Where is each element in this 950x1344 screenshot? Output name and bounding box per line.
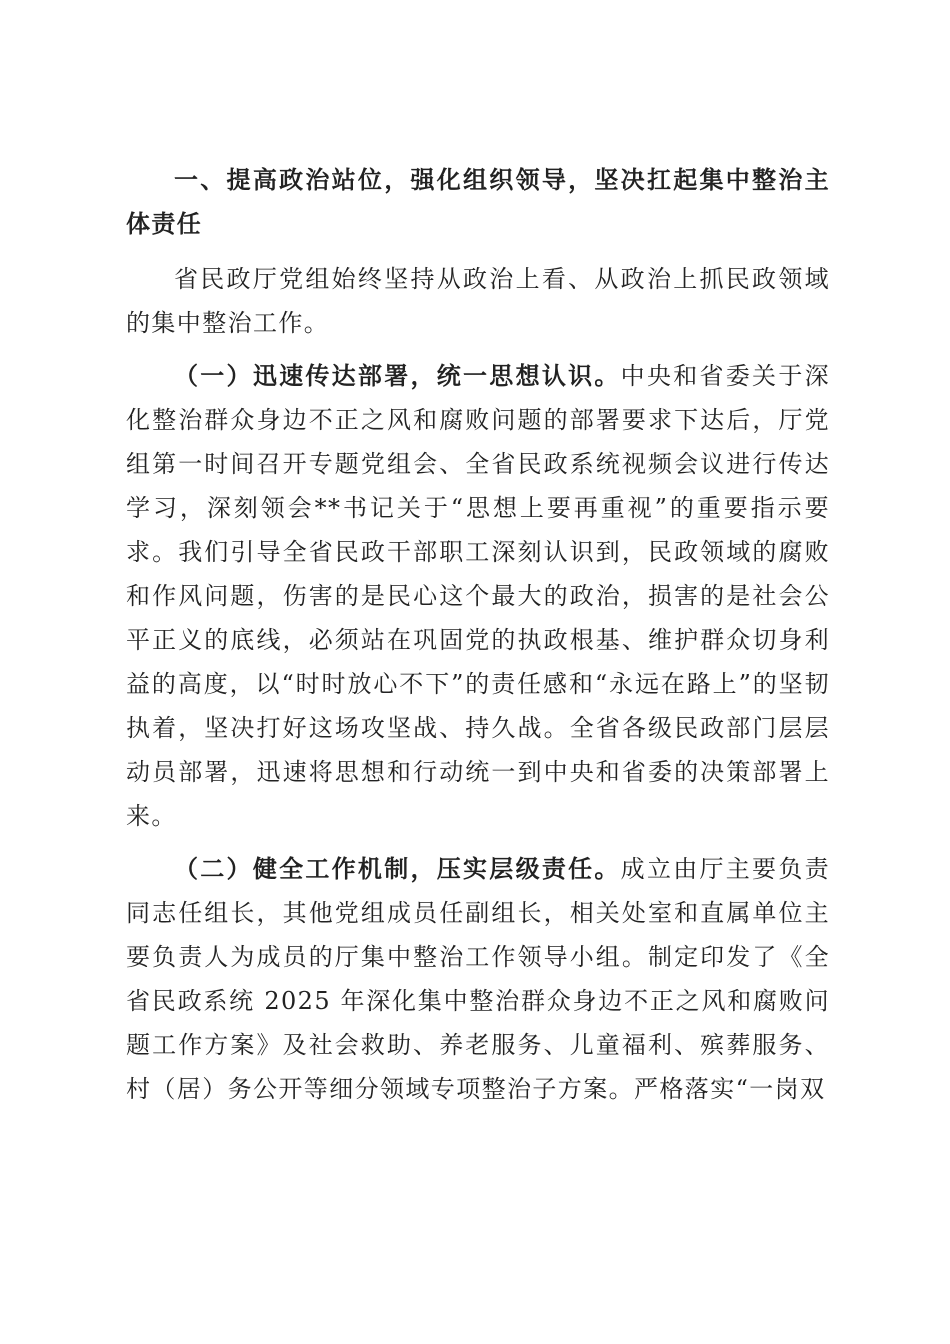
section-2-body: 成立由厅主要负责同志任组长，其他党组成员任副组长，相关处室和直属单位主要负责人为成员的厅集中整治工作领导小组。制定印发了《全省民政系统 2025 年深化集中整治群众身边不正之风和腐败问题工作方案》及社会救助、养老服务、儿童福利、殡葬服务、村（居）务公开等细分领域专项整治子方案。严格落实“一岗双 [126, 855, 830, 1103]
section-2-lead: （二）健全工作机制，压实层级责任。 [174, 854, 621, 883]
section-heading: 一、提高政治站位，强化组织领导，坚决扛起集中整治主体责任 [126, 165, 830, 238]
section-2-paragraph [126, 847, 830, 1111]
intro-paragraph: 省民政厅党组始终坚持从政治上看、从政治上抓民政领域的集中整治工作。 [126, 265, 830, 337]
section-1-body: 中央和省委关于深化整治群众身边不正之风和腐败问题的部署要求下达后，厅党组第一时间召开专题党组会、全省民政系统视频会议进行传达学习，深刻领会**书记关于“思想上要再重视”的重要指示要求。我们引导全省民政干部职工深刻认识到，民政领域的腐败和作风问题，伤害的是民心这个最大的政治，损害的是社会公平正义的底线，必须站在巩固党的执政根基、维护群众切身利益的高度，以“时时放心不下”的责任感和“永远在路上”的坚韧执着，坚决打好这场攻坚战、持久战。全省各级民政部门层层动员部署，迅速将思想和行动统一到中央和省委的决策部署上来。 [126, 362, 830, 830]
section-1-paragraph [126, 354, 830, 838]
section-1-lead: （一）迅速传达部署，统一思想认识。 [174, 361, 621, 390]
document-body [126, 158, 830, 1120]
